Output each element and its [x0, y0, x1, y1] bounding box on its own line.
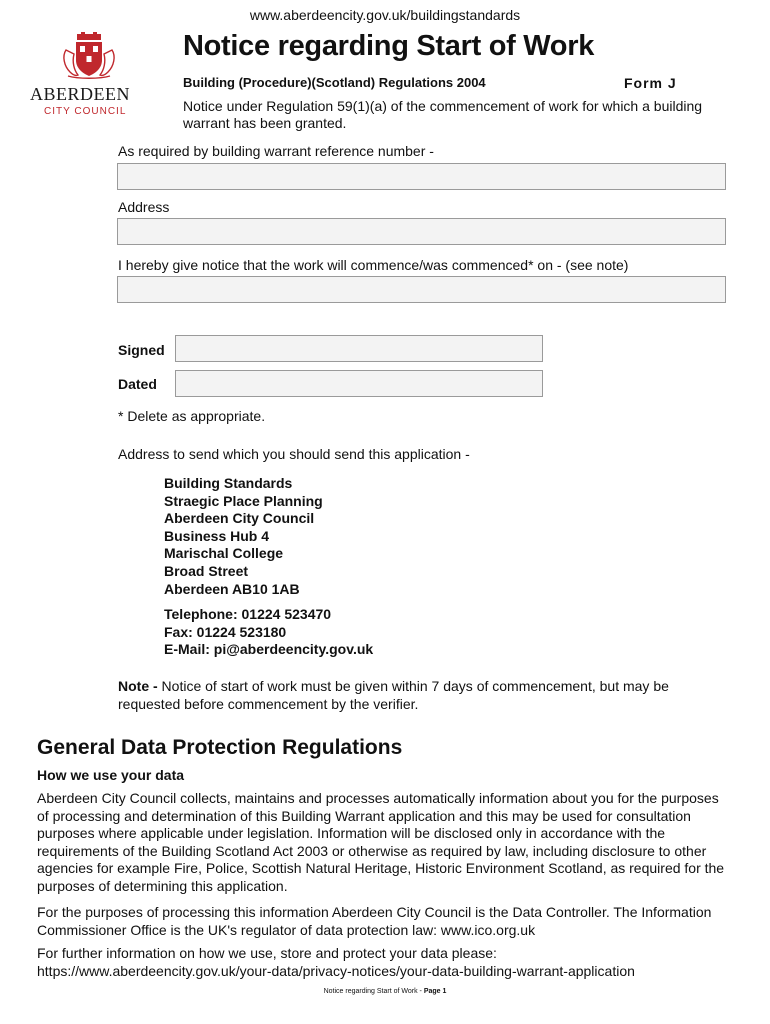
commencement-date-field[interactable]	[117, 276, 726, 303]
footer-text: Notice regarding Start of Work -	[323, 988, 424, 995]
warrant-reference-label: As required by building warrant reference number -	[118, 143, 434, 159]
logo-name: ABERDEEN	[30, 84, 130, 104]
gdpr-subheading: How we use your data	[37, 767, 185, 783]
note-text: Notice of start of work must be given within 7 days of commencement, but may be requested before commencement by the verifier.	[118, 678, 669, 712]
page-number: Page 1	[423, 988, 447, 995]
address-line: Broad Street	[164, 562, 249, 579]
page-footer	[0, 988, 770, 995]
send-address	[164, 475, 323, 598]
note-label: Note -	[118, 678, 158, 694]
email: E-Mail: pi@aberdeencity.gov.uk	[164, 641, 374, 658]
gdpr-paragraph: For further information on how we use, store and protect your data please: https://www.aberdeencity.gov.uk/your-data/privacy-notices/your-data-building-warrant-application	[37, 945, 635, 979]
gdpr-paragraph: Aberdeen City Council collects, maintains and processes automatically information about you for the purposes of processing and determination of this Building Warrant application and this may be used for consultation purposes where applicable under legislation. Information will be disclosed only in accordance with the requirements of the Building Scotland Act 2003 or otherwise as required by law, including disclosure to other agencies for example Fire, Police, Scottish Natural Heritage, Historic Environment Scotland, as required for the purposes of determining this application.	[37, 790, 725, 894]
address-line: Straegic Place Planning	[164, 492, 323, 509]
coat-of-arms-icon	[60, 32, 118, 80]
date-field[interactable]	[175, 370, 543, 397]
address-line: Business Hub 4	[164, 527, 270, 544]
address-line: Aberdeen City Council	[164, 510, 315, 527]
signed-label: Signed	[118, 342, 165, 358]
gdpr-heading: General Data Protection Regulations	[37, 736, 403, 759]
address-line: Marischal College	[164, 545, 284, 562]
page-title: Notice regarding Start of Work	[183, 30, 595, 62]
form-id: Form J	[624, 75, 677, 91]
note	[118, 678, 718, 713]
warrant-reference-field[interactable]	[117, 163, 726, 190]
contact-details	[164, 606, 373, 659]
footnote: * Delete as appropriate.	[118, 408, 266, 424]
signature-field[interactable]	[175, 335, 543, 362]
regulations-reference: Building (Procedure)(Scotland) Regulations 2004	[183, 75, 486, 90]
address-line: Building Standards	[164, 475, 293, 491]
commencement-label: I hereby give notice that the work will commence/was commenced* on - (see note)	[118, 257, 629, 273]
notice-description: Notice under Regulation 59(1)(a) of the commencement of work for which a building warrant has been granted.	[183, 98, 703, 131]
logo-subtitle: CITY COUNCIL	[44, 106, 127, 117]
gdpr-paragraph: For the purposes of processing this information Aberdeen City Council is the Data Controller. The Information Commissioner Office is the UK's regulator of data protection law: www.ico.org.uk	[37, 904, 712, 938]
send-to-label: Address to send which you should send this application -	[118, 446, 470, 462]
telephone: Telephone: 01224 523470	[164, 606, 332, 622]
address-field[interactable]	[117, 218, 726, 245]
address-line: Aberdeen AB10 1AB	[164, 580, 300, 597]
council-logo	[30, 32, 150, 117]
dated-label: Dated	[118, 376, 157, 392]
fax: Fax: 01224 523180	[164, 623, 287, 640]
address-label: Address	[118, 199, 170, 215]
website-url: www.aberdeencity.gov.uk/buildingstandards	[249, 7, 521, 23]
